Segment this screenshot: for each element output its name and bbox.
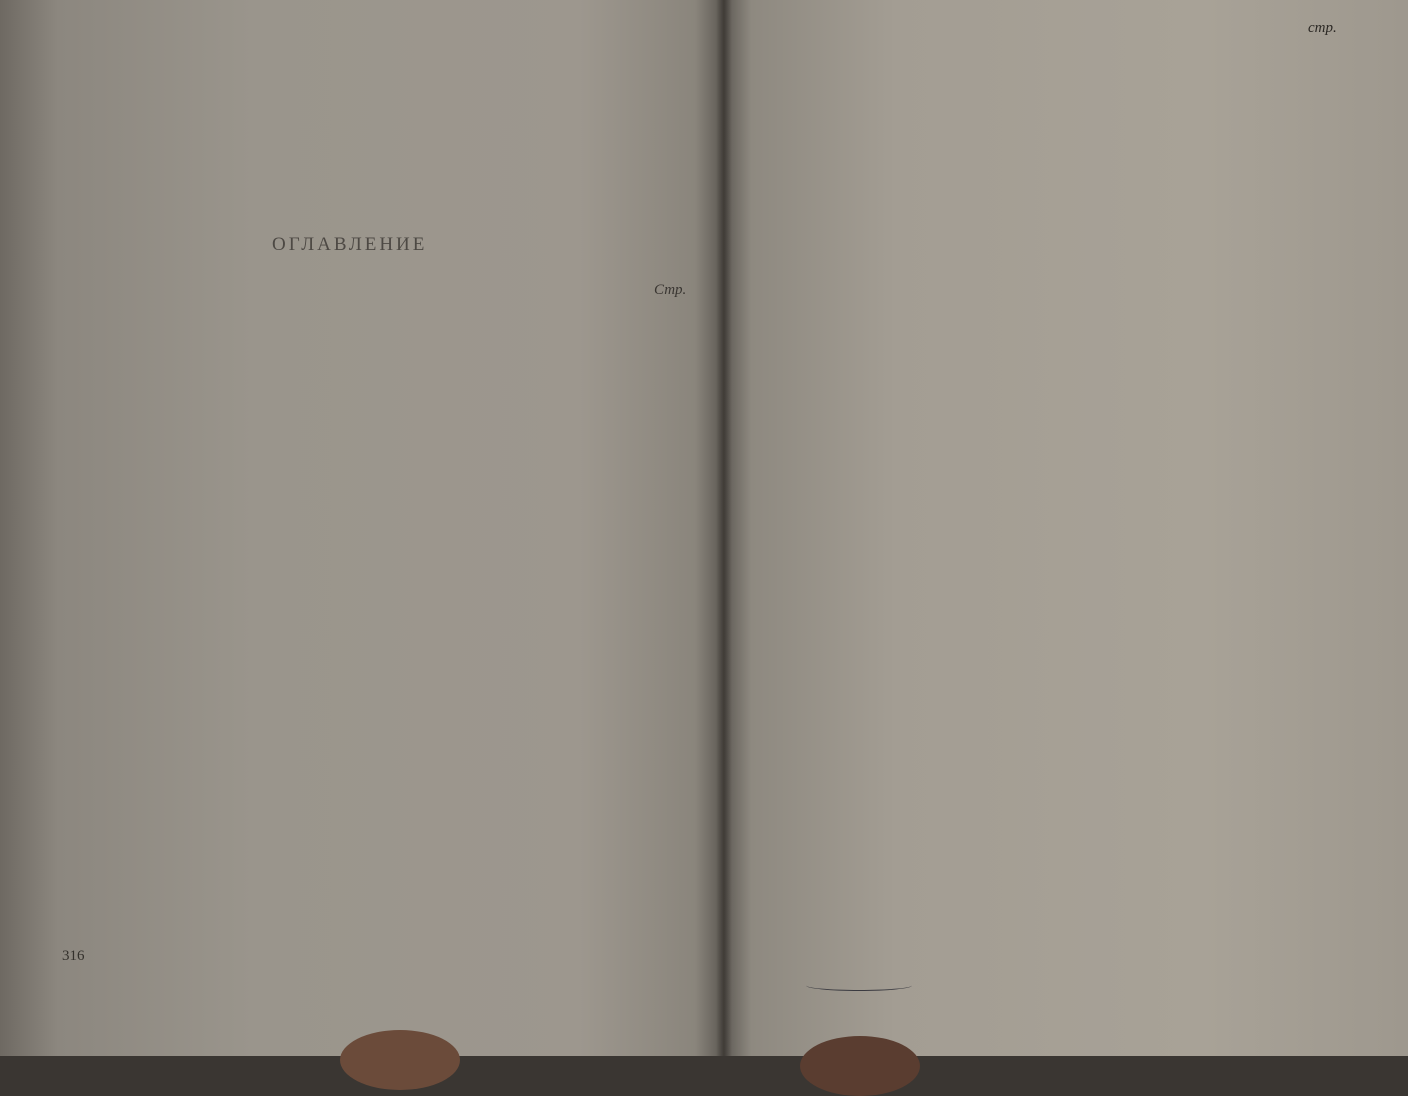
page-folio: 316 [62, 948, 85, 964]
toc-title: ОГЛАВЛЕНИЕ [272, 234, 428, 255]
book-gutter [716, 0, 732, 1056]
thumb-left [340, 1030, 460, 1090]
left-page [0, 0, 724, 1056]
right-page [724, 0, 1408, 1056]
page-column-label-left: Стр. [654, 282, 687, 298]
pencil-underline [806, 980, 912, 991]
thumb-right [800, 1036, 920, 1096]
page-column-label-right: стр. [1308, 20, 1337, 36]
